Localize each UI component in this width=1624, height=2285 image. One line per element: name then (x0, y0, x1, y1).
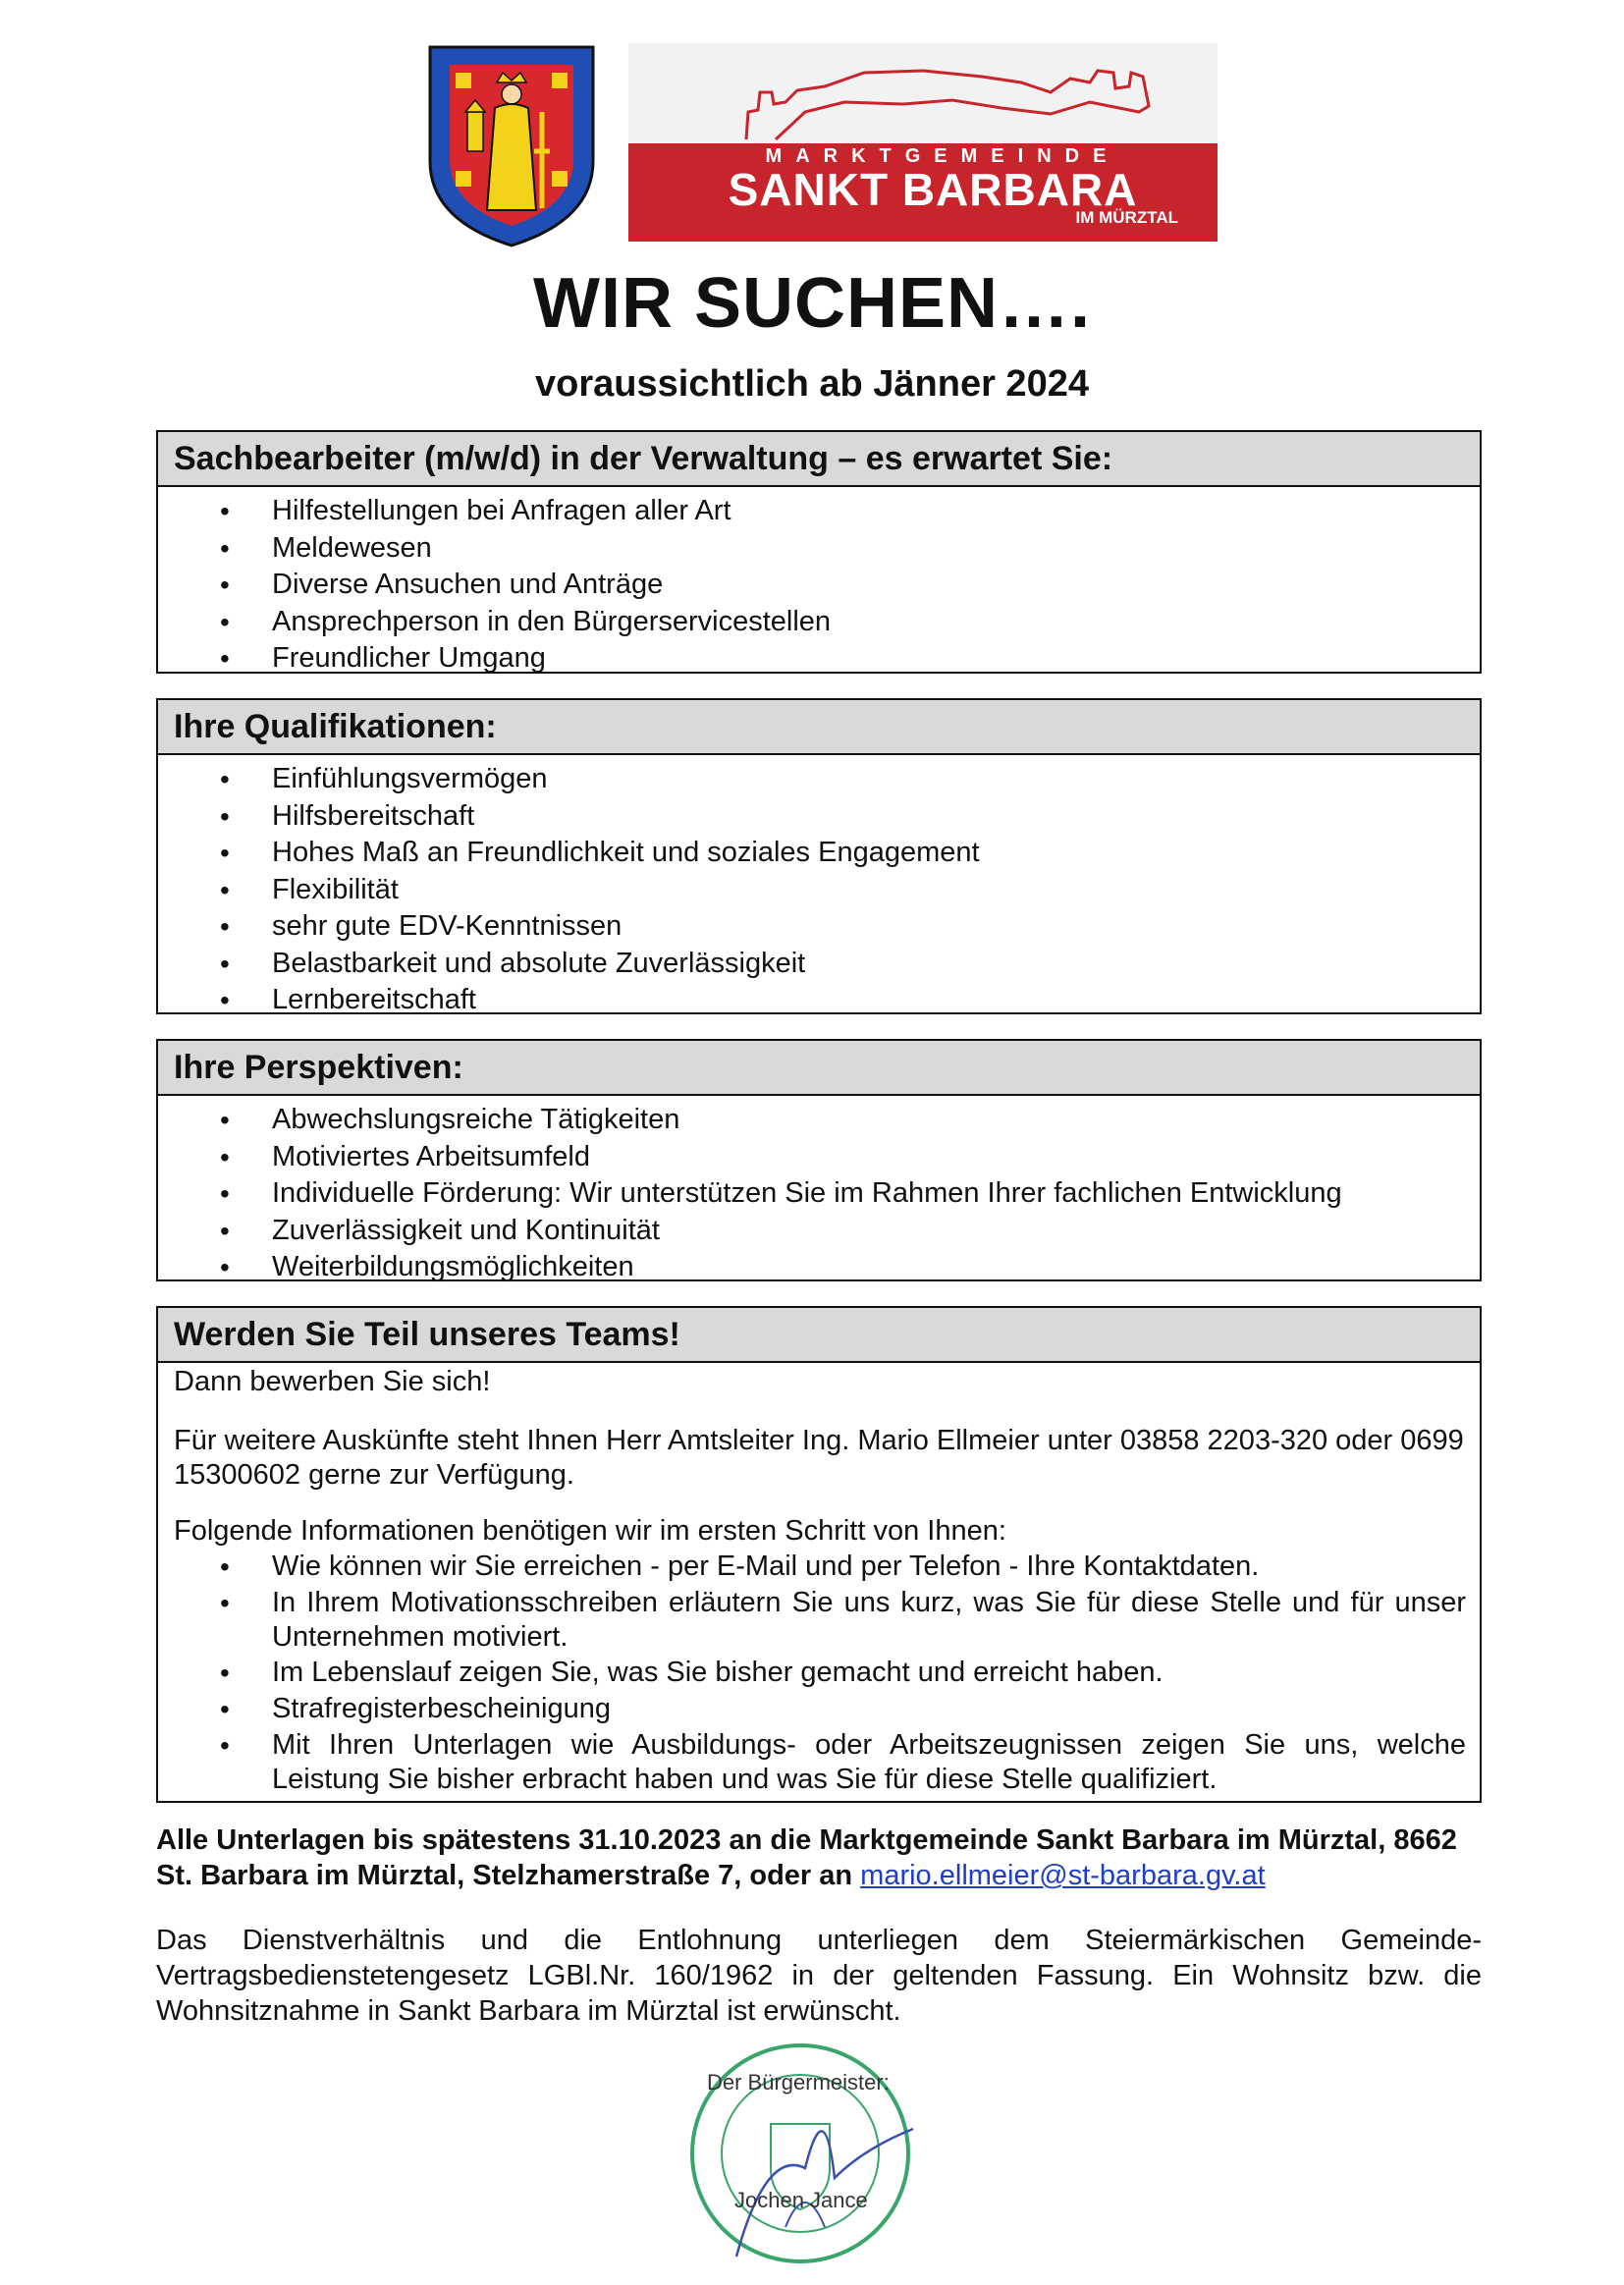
signature-name: Jochen Jance (734, 2188, 868, 2212)
task-list (158, 487, 1480, 678)
list-item: • Meldewesen (158, 530, 1480, 568)
list-item: • Flexibilität (158, 872, 1480, 909)
list-item: • In Ihrem Motivationsschreiben erläutern Sie uns kurz, was Sie für diese Stelle und für unser Unternehmen motiviert. (158, 1586, 1480, 1655)
section-apply-heading: Werden Sie Teil unseres Teams! (158, 1308, 1480, 1363)
castle-skyline-icon (628, 43, 1218, 143)
section-qualifications-heading: Ihre Qualifikationen: (158, 700, 1480, 755)
list-item: • Wie können wir Sie erreichen - per E-Mail und per Telefon - Ihre Kontaktdaten. (158, 1549, 1480, 1586)
apply-intro: Dann bewerben Sie sich! (174, 1366, 491, 1397)
section-perspectives-heading: Ihre Perspektiven: (158, 1041, 1480, 1096)
list-item: • Einfühlungsvermögen (158, 761, 1480, 798)
deadline-notice (156, 1823, 1482, 1893)
list-item: • Im Lebenslauf zeigen Sie, was Sie bisher gemacht und erreicht haben. (158, 1655, 1480, 1692)
list-item: • Zuverlässigkeit und Kontinuität (158, 1213, 1480, 1250)
list-item: • Individuelle Förderung: Wir unterstützen Sie im Rahmen Ihrer fachlichen Entwicklung (158, 1175, 1480, 1213)
section-apply (156, 1306, 1482, 1803)
list-item: • Motiviertes Arbeitsumfeld (158, 1139, 1480, 1176)
list-item: • sehr gute EDV-Kenntnissen (158, 908, 1480, 946)
logo-im-muerztal: IM MÜRZTAL (1075, 208, 1178, 227)
list-item: • Lernbereitschaft (158, 982, 1480, 1019)
qualification-list (158, 755, 1480, 1019)
list-item: • Weiterbildungsmöglichkeiten (158, 1249, 1480, 1286)
deadline-text: Alle Unterlagen bis spätestens 31.10.2023 an die Marktgemeinde Sankt Barbara im Mürztal, 8662 St. Barbara im Mürztal, Stelzhamerstraße 7, oder an (156, 1824, 1457, 1891)
requirements-list (158, 1549, 1480, 1797)
list-item: • Abwechslungsreiche Tätigkeiten (158, 1102, 1480, 1139)
apply-info-intro: Folgende Informationen benötigen wir im ersten Schritt von Ihnen: (174, 1515, 1006, 1547)
official-seal-icon (677, 2031, 923, 2276)
list-item: • Freundlicher Umgang (158, 640, 1480, 678)
email-link[interactable]: mario.ellmeier@st-barbara.gv.at (860, 1860, 1266, 1891)
list-item: • Hilfsbereitschaft (158, 798, 1480, 836)
logo-marktgemeinde: MARKTGEMEINDE (765, 145, 1120, 167)
logo-sankt-barbara: SANKT BARBARA (728, 164, 1138, 215)
legal-notice: Das Dienstverhältnis und die Entlohnung unterliegen dem Steiermärkischen Gemeinde-Vertragsbedienstetengesetz LGBl.Nr. 160/1962 in der geltenden Fassung. Ein Wohnsitz bzw. die Wohnsitznahme in Sankt Barbara im Mürztal ist erwünscht. (156, 1925, 1482, 2027)
coat-of-arms-icon (426, 43, 597, 249)
apply-contact: Für weitere Auskünfte steht Ihnen Herr Amtsleiter Ing. Mario Ellmeier unter 03858 2203-320 oder 0699 15300602 gerne zur Verfügung. (174, 1425, 1464, 1491)
section-tasks (156, 430, 1482, 674)
section-qualifications (156, 698, 1482, 1014)
page-title: WIR SUCHEN…. (533, 264, 1091, 343)
perspective-list (158, 1096, 1480, 1286)
logo-sky (628, 43, 1218, 143)
section-perspectives (156, 1039, 1482, 1281)
list-item: • Ansprechperson in den Bürgerservicestellen (158, 604, 1480, 641)
page-subtitle: voraussichtlich ab Jänner 2024 (535, 363, 1089, 405)
list-item: • Belastbarkeit und absolute Zuverlässigkeit (158, 946, 1480, 983)
list-item: • Mit Ihren Unterlagen wie Ausbildungs- oder Arbeitszeugnissen zeigen Sie uns, welche Leistung Sie bisher erbracht haben und was Sie für diese Stelle qualifiziert. (158, 1728, 1480, 1797)
list-item: • Strafregisterbescheinigung (158, 1691, 1480, 1728)
list-item: • Hohes Maß an Freundlichkeit und soziales Engagement (158, 835, 1480, 872)
municipality-logo (628, 43, 1218, 242)
section-tasks-heading: Sachbearbeiter (m/w/d) in der Verwaltung – es erwartet Sie: (158, 432, 1480, 487)
list-item: • Diverse Ansuchen und Anträge (158, 567, 1480, 604)
list-item: • Hilfestellungen bei Anfragen aller Art (158, 493, 1480, 530)
signature-label: Der Bürgermeister: (707, 2070, 890, 2095)
